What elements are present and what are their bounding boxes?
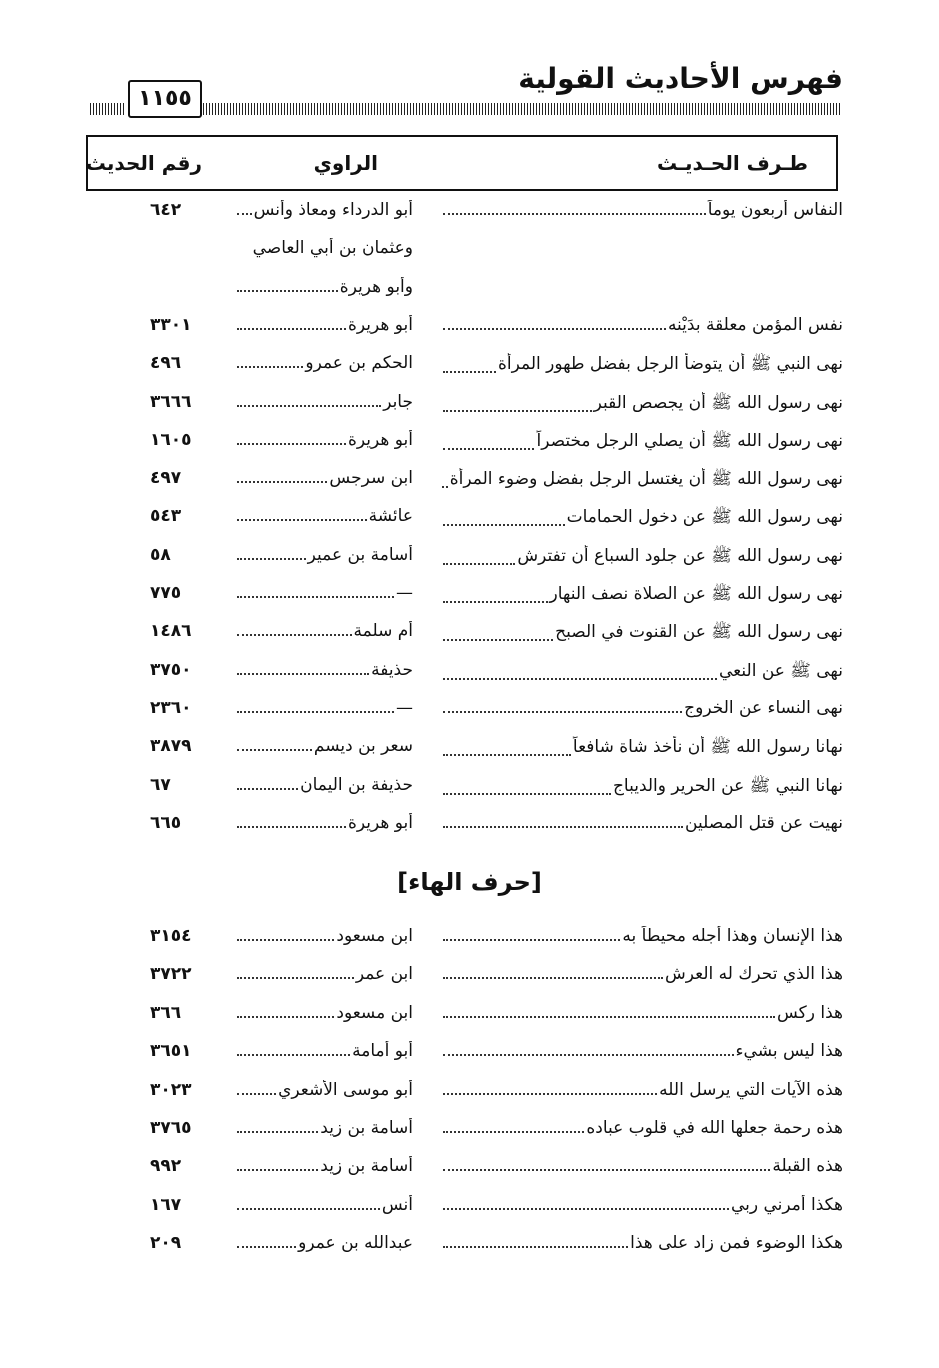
header-rule-left — [90, 103, 126, 115]
leader-dots — [237, 595, 394, 598]
hadith-text-cell — [441, 353, 843, 378]
narrator-name: وأبو هريرة — [339, 276, 413, 297]
narrator-cell — [235, 1041, 413, 1061]
index-row — [0, 506, 939, 540]
leader-dots — [443, 409, 592, 412]
hadith-text: نهى رسول الله ﷺ عن القنوت في الصبح — [555, 622, 843, 643]
hadith-text-cell — [441, 583, 843, 608]
hadith-text: هذه الآيات التي يرسل الله — [659, 1079, 843, 1100]
leader-dots — [237, 1053, 350, 1056]
hadith-number: ٣٨٧٩ — [150, 736, 192, 757]
hadith-number: ٣٦٦٦ — [150, 391, 192, 412]
leader-dots — [237, 1092, 276, 1095]
narrator-name: ابن عمر — [355, 964, 413, 985]
hadith-number: ٣٦٥١ — [150, 1041, 192, 1062]
narrator-name: جابر — [383, 391, 413, 412]
narrator-name: — — [396, 697, 413, 718]
narrator-name: حذيفة — [371, 659, 413, 680]
hadith-number: ٦٧ — [150, 774, 171, 795]
hadith-text: نهى رسول الله ﷺ أن يجصص القبر — [593, 392, 843, 413]
narrator-cell — [235, 468, 413, 488]
leader-dots — [443, 710, 682, 713]
index-row — [0, 238, 939, 272]
leader-dots — [443, 677, 717, 680]
hadith-text: النفاس أربعون يوماً — [707, 200, 843, 220]
index-row — [0, 736, 939, 770]
hadith-number: ٣٧٥٠ — [150, 659, 192, 680]
narrator-cell — [235, 583, 413, 603]
hadith-text-cell — [441, 1080, 843, 1100]
hadith-text: هذا الإنسان وهذا أجله محيطاً به — [622, 926, 843, 946]
hadith-text: نهى رسول الله ﷺ عن جلود السباع أن تفترش — [517, 545, 843, 566]
hadith-text-cell — [441, 813, 843, 833]
hadith-text: نهى ﷺ عن النعي — [719, 660, 843, 681]
hadith-text-cell — [441, 1156, 843, 1176]
leader-dots — [237, 976, 354, 979]
narrator-name: أبو هريرة — [347, 812, 413, 833]
leader-dots — [443, 1245, 628, 1248]
leader-dots — [237, 1168, 318, 1171]
index-row — [0, 200, 939, 234]
hadith-text-cell — [441, 775, 843, 800]
narrator-cell — [235, 353, 413, 373]
narrator-cell — [235, 964, 413, 984]
leader-dots — [443, 1168, 770, 1171]
leader-dots — [443, 327, 666, 330]
leader-dots — [237, 787, 298, 790]
hadith-text: هكذا الوضوء فمن زاد على هذا — [630, 1233, 843, 1254]
hadith-number: ٣٠٢٣ — [150, 1079, 192, 1100]
leader-dots — [443, 523, 565, 526]
narrator-name: الحكم بن عمرو — [305, 353, 413, 374]
hadith-text: نهانا رسول الله ﷺ أن نأخذ شاة شافعاً — [572, 737, 843, 758]
hadith-number: ٥٨ — [150, 544, 171, 565]
leader-dots — [237, 633, 352, 636]
hadith-number: ٣٦٦ — [150, 1002, 182, 1023]
hadith-text-cell — [441, 964, 843, 984]
narrator-name: وعثمان بن أبي العاصي — [252, 238, 413, 259]
hadith-number: ٧٧٥ — [150, 583, 182, 603]
leader-dots — [237, 212, 252, 215]
index-row — [0, 1233, 939, 1267]
page-title: فهرس الأحاديث القولية — [518, 62, 843, 95]
index-row — [0, 775, 939, 809]
narrator-name: أبو أمامة — [352, 1041, 413, 1062]
narrator-cell — [235, 506, 413, 526]
narrator-name: عائشة — [368, 506, 413, 527]
narrator-cell — [235, 1233, 413, 1253]
narrator-cell — [235, 621, 413, 641]
hadith-text: نهيت عن قتل المصلين — [685, 812, 843, 833]
index-row — [0, 353, 939, 387]
hadith-number: ٢٣٦٠ — [150, 697, 192, 718]
hadith-text-cell — [441, 736, 843, 761]
hadith-text: هذه رحمة جعلها الله في قلوب عباده — [586, 1118, 843, 1138]
column-header-number: رقم الحديث — [85, 151, 202, 175]
hadith-text-cell — [441, 621, 843, 646]
hadith-number: ٦٤٢ — [150, 200, 182, 220]
hadith-text-cell — [441, 545, 843, 570]
index-row — [0, 1156, 939, 1190]
hadith-number: ١٤٨٦ — [150, 621, 192, 642]
hadith-text: هذا ركس — [777, 1002, 843, 1023]
hadith-text: هكذا أمرني ربي — [730, 1194, 843, 1215]
leader-dots — [237, 748, 312, 751]
leader-dots — [443, 600, 548, 603]
hadith-text-cell — [441, 468, 843, 493]
index-row — [0, 315, 939, 349]
index-row — [0, 468, 939, 502]
hadith-text-cell — [441, 1041, 843, 1061]
hadith-text-cell — [441, 506, 843, 531]
hadith-number: ٣٧٦٥ — [150, 1118, 192, 1138]
leader-dots — [443, 938, 620, 941]
leader-dots — [237, 672, 369, 675]
narrator-cell — [235, 200, 413, 220]
index-row — [0, 1195, 939, 1229]
hadith-text: هذه القبلة — [772, 1156, 843, 1177]
leader-dots — [237, 825, 346, 828]
leader-dots — [237, 365, 303, 368]
narrator-name: سعر بن ديسم — [313, 736, 413, 757]
narrator-cell — [235, 698, 413, 718]
section-title-ha: [حرف الهاء] — [397, 868, 542, 896]
hadith-number: ٤٩٦ — [150, 353, 182, 374]
hadith-text: نهى رسول الله ﷺ أن يغتسل الرجل بفضل وضوء المرأة — [449, 469, 843, 490]
narrator-name: ابن مسعود — [336, 1002, 413, 1023]
index-row — [0, 392, 939, 426]
narrator-cell — [235, 277, 413, 297]
index-row — [0, 1041, 939, 1075]
narrator-cell — [235, 1156, 413, 1176]
hadith-number: ٩٩٢ — [150, 1156, 182, 1177]
hadith-text: نهانا النبي ﷺ عن الحرير والديباج — [612, 775, 843, 796]
hadith-text-cell — [441, 1118, 843, 1138]
narrator-name: عبدالله بن عمرو — [298, 1233, 413, 1254]
index-row — [0, 660, 939, 694]
narrator-cell — [235, 1003, 413, 1023]
narrator-cell — [235, 736, 413, 756]
hadith-text: هذا ليس بشيء — [735, 1041, 843, 1062]
hadith-text-cell — [441, 430, 843, 455]
column-header-hadith: طـرف الحـديـث — [657, 151, 808, 175]
hadith-number: ٣٧٢٢ — [150, 964, 192, 985]
hadith-number: ٣٣٠١ — [150, 314, 192, 335]
leader-dots — [443, 212, 706, 215]
index-row — [0, 545, 939, 579]
hadith-text-cell — [441, 926, 843, 946]
narrator-name: أنس — [381, 1194, 413, 1215]
narrator-name: أسامة بن عمير — [307, 544, 413, 565]
hadith-text-cell — [441, 1195, 843, 1215]
hadith-text: هذا الذي تحرك له العرش — [665, 964, 843, 985]
narrator-cell — [235, 315, 413, 335]
leader-dots — [237, 1245, 296, 1248]
narrator-name: أسامة بن زيد — [320, 1118, 413, 1138]
index-row — [0, 1080, 939, 1114]
narrator-name: حذيفة بن اليمان — [300, 774, 413, 795]
narrator-name: أبو هريرة — [347, 314, 413, 335]
narrator-cell — [235, 545, 413, 565]
hadith-text-cell — [441, 315, 843, 335]
hadith-text-cell — [441, 698, 843, 718]
narrator-cell — [235, 660, 413, 680]
index-row — [0, 430, 939, 464]
leader-dots — [443, 1015, 775, 1018]
narrator-cell — [235, 813, 413, 833]
leader-dots — [237, 404, 381, 407]
hadith-text: نهى النساء عن الخروج — [684, 697, 843, 718]
narrator-cell — [235, 430, 413, 450]
leader-dots — [443, 370, 496, 373]
index-row — [0, 277, 939, 311]
column-header-box — [86, 135, 838, 191]
hadith-text: نهى رسول الله ﷺ عن الصلاة نصف النهار — [549, 584, 843, 604]
hadith-number: ٢٠٩ — [150, 1233, 182, 1254]
hadith-text-cell — [441, 1003, 843, 1023]
leader-dots — [443, 1053, 734, 1056]
hadith-text-cell — [441, 392, 843, 417]
hadith-number: ٦٦٥ — [150, 812, 182, 833]
leader-dots — [237, 1207, 380, 1210]
leader-dots — [237, 1015, 334, 1018]
narrator-name: أم سلمة — [353, 621, 413, 642]
leader-dots — [443, 1207, 729, 1210]
hadith-text-cell — [441, 660, 843, 685]
hadith-text: نهى رسول الله ﷺ أن يصلي الرجل مختصراً — [536, 430, 843, 451]
leader-dots — [237, 557, 306, 560]
index-row — [0, 583, 939, 617]
leader-dots — [237, 442, 346, 445]
leader-dots — [443, 792, 611, 795]
narrator-name: أبو الدرداء ومعاذ وأنس — [253, 200, 413, 220]
narrator-cell — [235, 775, 413, 795]
hadith-text: نفس المؤمن معلقة بدَيْنه — [667, 314, 843, 335]
hadith-number: ٥٤٣ — [150, 506, 182, 527]
narrator-cell — [235, 1080, 413, 1100]
index-row — [0, 1003, 939, 1037]
leader-dots — [237, 710, 394, 713]
narrator-name: ابن سرجس — [329, 468, 413, 489]
hadith-number: ١٦٧ — [150, 1194, 182, 1215]
index-row — [0, 621, 939, 655]
hadith-text: نهى النبي ﷺ أن يتوضأ الرجل بفضل طهور المرأة — [497, 354, 843, 375]
leader-dots — [237, 289, 338, 292]
leader-dots — [237, 1130, 318, 1133]
leader-dots — [443, 825, 683, 828]
leader-dots — [237, 327, 346, 330]
leader-dots — [237, 518, 367, 521]
leader-dots — [237, 480, 327, 483]
hadith-text-cell — [441, 1233, 843, 1253]
narrator-name: — — [396, 583, 413, 603]
leader-dots — [443, 1092, 657, 1095]
index-row — [0, 1118, 939, 1152]
narrator-cell — [235, 1195, 413, 1215]
hadith-text-cell — [441, 200, 843, 220]
hadith-text: نهى رسول الله ﷺ عن دخول الحمامات — [566, 507, 843, 528]
hadith-number: ١٦٠٥ — [150, 429, 192, 450]
narrator-name: أبو موسى الأشعري — [278, 1079, 413, 1100]
leader-dots — [443, 562, 515, 565]
hadith-number: ٣١٥٤ — [150, 926, 192, 946]
narrator-cell — [235, 238, 413, 258]
index-row — [0, 698, 939, 732]
header-rule-right — [200, 103, 840, 115]
index-row — [0, 813, 939, 847]
index-row — [0, 964, 939, 998]
leader-dots — [443, 1130, 584, 1133]
leader-dots — [237, 938, 334, 941]
narrator-cell — [235, 392, 413, 412]
narrator-cell — [235, 1118, 413, 1138]
index-row — [0, 926, 939, 960]
page-number: ١١٥٥ — [128, 80, 202, 118]
leader-dots — [443, 753, 571, 756]
leader-dots — [442, 485, 448, 488]
hadith-number: ٤٩٧ — [150, 468, 182, 489]
column-header-narrator: الراوي — [313, 151, 378, 175]
narrator-cell — [235, 926, 413, 946]
leader-dots — [443, 976, 663, 979]
leader-dots — [443, 638, 553, 641]
leader-dots — [443, 447, 534, 450]
narrator-name: ابن مسعود — [336, 926, 413, 946]
narrator-name: أسامة بن زيد — [320, 1156, 413, 1177]
narrator-name: أبو هريرة — [347, 429, 413, 450]
